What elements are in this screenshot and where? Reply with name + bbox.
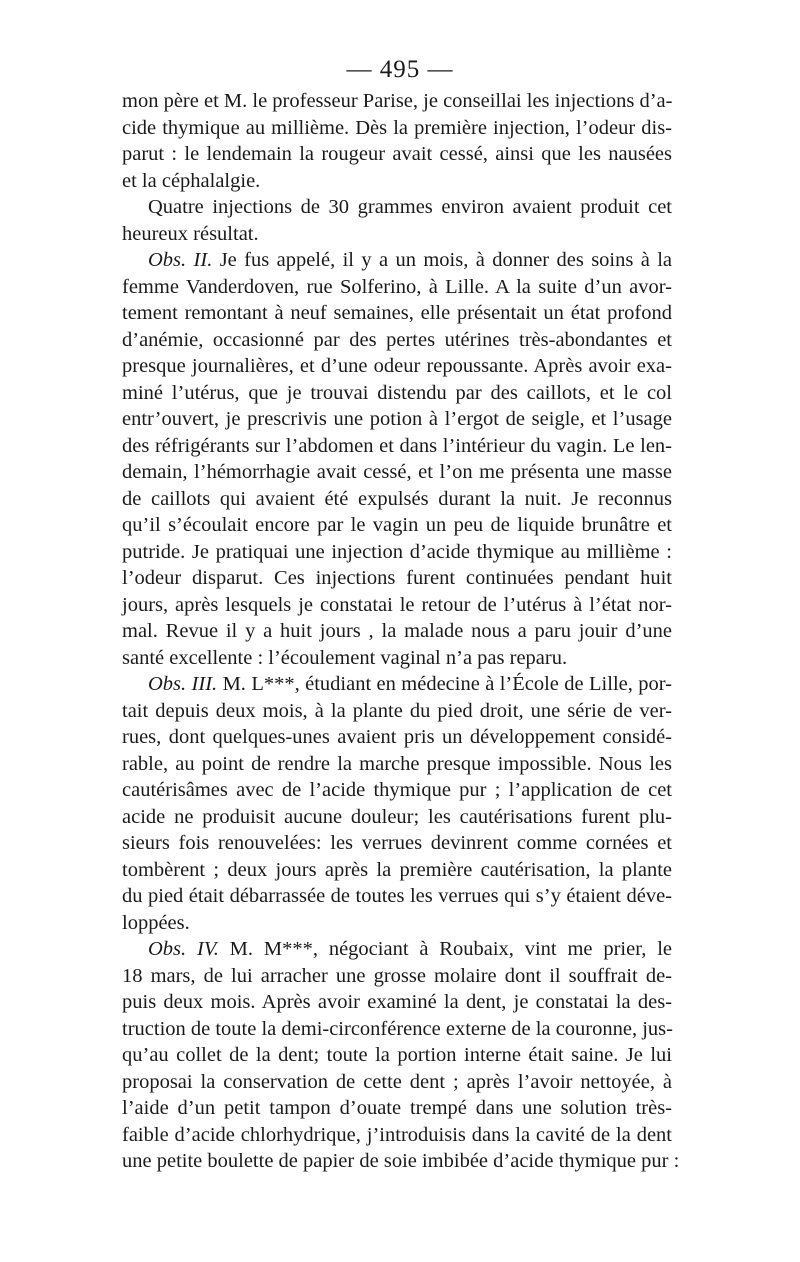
text-line: truction de toute la demi-circonférence externe de la couronne, jus- [122, 1017, 673, 1040]
text-line: puis deux mois. Après avoir examiné la dent, je constatai la des- [122, 991, 672, 1013]
text-line: acide ne produisit aucune douleur; les cautérisations furent plu- [122, 805, 672, 828]
paragraph [122, 247, 672, 671]
paragraph [122, 194, 672, 247]
text-line: des réfrigérants sur l’abdomen et dans l’intérieur du vagin. Le len- [122, 434, 672, 457]
paragraph [122, 88, 672, 194]
paragraph [122, 936, 680, 1175]
observation-label: Obs. II. [148, 249, 213, 271]
observation-label: Obs. III. [148, 673, 218, 695]
text-line: Obs. IV. M. M***, négociant à Roubaix, vint me prier, le [148, 938, 672, 960]
text-line: Obs. III. M. L***, étudiant en médecine à l’École de Lille, por- [148, 673, 673, 695]
body-text [122, 88, 680, 1175]
text-line: qu’il s’écoulait encore par le vagin un peu de liquide brunâtre et [122, 514, 672, 536]
text-line: d’anémie, occasionné par des pertes utérines très-abondantes et [122, 328, 672, 351]
text-line: rable, au point de rendre la marche presque impossible. Nous les [122, 752, 672, 775]
text-line: cautérisâmes avec de l’acide thymique pur ; l’application de cet [122, 779, 672, 801]
text-line: du pied était débarrassée de toutes les verrues qui s’y étaient déve- [122, 885, 672, 907]
text-line: miné l’utérus, que je trouvai distendu par des caillots, et le col [122, 381, 672, 404]
text-line: santé excellente : l’écoulement vaginal n’a pas reparu. [122, 646, 568, 669]
text-line: demain, l’hémorrhagie avait cessé, et l’on me présenta une masse [122, 461, 672, 483]
text-line: qu’au collet de la dent; toute la portion interne était saine. Je lui [122, 1044, 672, 1066]
text-line: proposai la conservation de cette dent ; après l’avoir nettoyée, à [122, 1070, 672, 1093]
paragraph [122, 671, 672, 936]
text-line: rues, dont quelques-unes avaient pris un développement considé- [122, 726, 672, 748]
text-line: putride. Je pratiquai une injection d’acide thymique au millième : [122, 540, 672, 563]
text-line: sieurs fois renouvelées: les verrues devinrent comme cornées et [122, 832, 672, 854]
text-line: presque journalières, et d’une odeur repoussante. Après avoir exa- [122, 355, 672, 377]
text-line: heureux résultat. [122, 222, 259, 245]
text-line: mal. Revue il y a huit jours , la malade nous a paru jouir d’une [122, 620, 672, 642]
text-line: tombèrent ; deux jours après la première cautérisation, la plante [122, 858, 672, 881]
text-line: faible d’acide chlorhydrique, j’introduisis dans la cavité de la dent [122, 1123, 672, 1146]
text-line: et la céphalalgie. [122, 169, 261, 192]
text-line: l’aide d’un petit tampon d’ouate trempé dans une solution très- [122, 1097, 672, 1119]
text-line: femme Vanderdoven, rue Solferino, à Lille. A la suite d’un avor- [122, 275, 672, 298]
text-line: mon père et M. le professeur Parise, je conseillai les injections d’a- [122, 90, 673, 112]
page-number: — 495 — [346, 56, 454, 83]
text-line: tement remontant à neuf semaines, elle présentait un état profond [122, 302, 672, 324]
text-line: jours, après lesquels je constatai le retour de l’utérus à l’état nor- [122, 593, 672, 616]
text-line: Quatre injections de 30 grammes environ avaient produit cet [148, 196, 672, 218]
text-line: Obs. II. Je fus appelé, il y a un mois, à donner des soins à la [148, 249, 672, 271]
text-line: l’odeur disparut. Ces injections furent continuées pendant huit [122, 567, 672, 589]
text-line: parut : le lendemain la rougeur avait cessé, ainsi que les nausées [122, 143, 672, 165]
observation-label: Obs. IV. [148, 938, 219, 960]
text-line: entr’ouvert, je prescrivis une potion à l’ergot de seigle, et l’usage [122, 408, 672, 430]
text-line: une petite boulette de papier de soie imbibée d’acide thymique pur : [122, 1150, 680, 1172]
text-line: de caillots qui avaient été expulsés durant la nuit. Je reconnus [122, 487, 672, 510]
text-line: cide thymique au millième. Dès la première injection, l’odeur dis- [122, 116, 672, 139]
text-line: 18 mars, de lui arracher une grosse molaire dont il souffrait de- [122, 964, 672, 987]
text-line: loppées. [122, 911, 190, 934]
text-line: tait depuis deux mois, à la plante du pied droit, une série de ver- [122, 699, 672, 722]
